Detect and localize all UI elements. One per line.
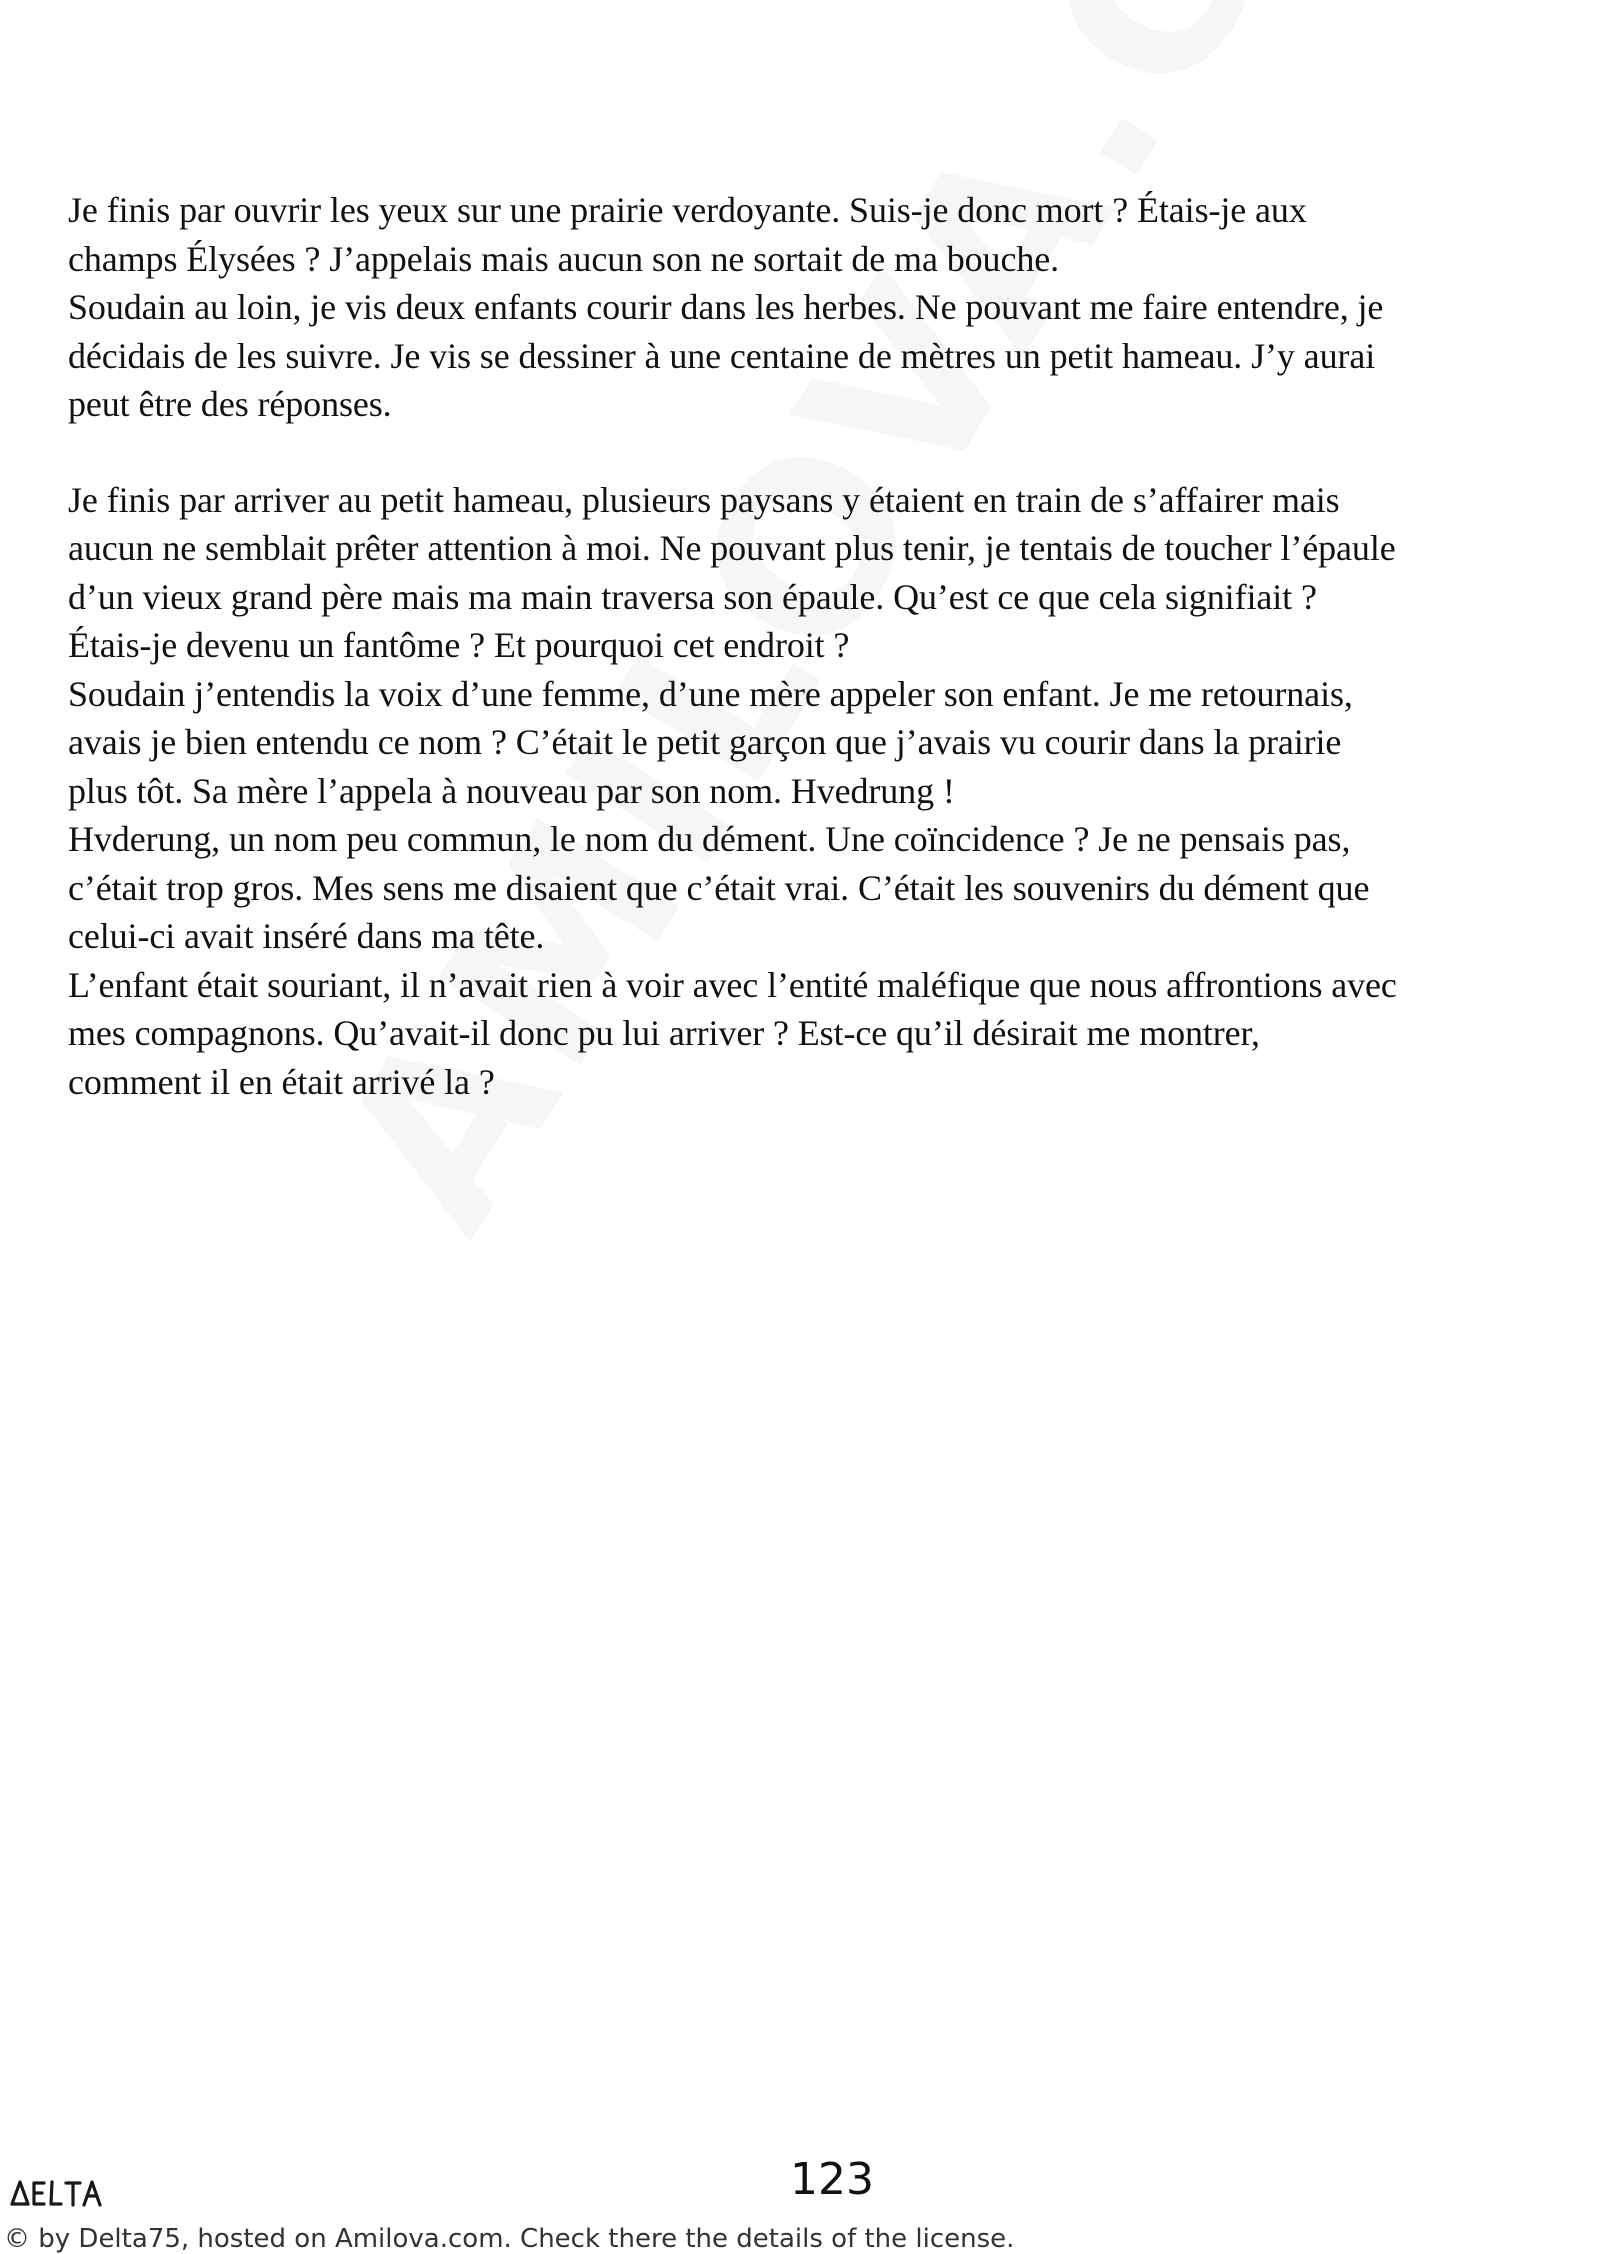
text-line: peut être des réponses.	[68, 384, 392, 424]
text-line: Soudain au loin, je vis deux enfants courir dans les herbes. Ne pouvant me faire entendre, je	[68, 287, 1384, 327]
text-line: Je finis par arriver au petit hameau, plusieurs paysans y étaient en train de s’affairer mais	[68, 479, 1340, 520]
text-line: décidais de les suivre. Je vis se dessiner à une centaine de mètres un petit hameau. J’y aurai	[68, 335, 1376, 376]
text-line: L’enfant était souriant, il n’avait rien à voir avec l’entité maléfique que nous affrontions avec	[68, 964, 1397, 1005]
text-line: avais je bien entendu ce nom ? C’était le petit garçon que j’avais vu courir dans la prairie	[68, 722, 1342, 762]
text-line: Hvderung, un nom peu commun, le nom du dément. Une coïncidence ? Je ne pensais pas,	[68, 819, 1351, 859]
paragraph-1	[68, 186, 1588, 429]
delta-logo	[8, 2174, 104, 2212]
text-line: c’était trop gros. Mes sens me disaient que c’était vrai. C’était les souvenirs du dément que	[68, 867, 1370, 908]
page-number: 123	[790, 2154, 874, 2205]
text-line: plus tôt. Sa mère l’appela à nouveau par son nom. Hvedrung !	[68, 770, 955, 811]
paragraph-2	[68, 476, 1588, 1107]
text-line: champs Élysées ? J’appelais mais aucun son ne sortait de ma bouche.	[68, 238, 1059, 279]
text-line: d’un vieux grand père mais ma main traversa son épaule. Qu’est ce que cela signifiait ?	[68, 576, 1317, 617]
text-line: celui-ci avait inséré dans ma tête.	[68, 916, 545, 956]
text-line: comment il en était arrivé la ?	[68, 1061, 495, 1102]
text-line: mes compagnons. Qu’avait-il donc pu lui arriver ? Est-ce qu’il désirait me montrer,	[68, 1013, 1260, 1053]
text-line: aucun ne semblait prêter attention à moi. Ne pouvant plus tenir, je tentais de toucher l’épaule	[68, 528, 1396, 568]
text-line: Je finis par ouvrir les yeux sur une prairie verdoyante. Suis-je donc mort ? Étais-je aux	[68, 190, 1307, 230]
copyright-notice: © by Delta75, hosted on Amilova.com. Check there the details of the license.	[4, 2224, 1015, 2254]
text-line: Étais-je devenu un fantôme ? Et pourquoi cet endroit ?	[68, 625, 850, 665]
body-text	[68, 186, 1588, 1106]
text-line: Soudain j’entendis la voix d’une femme, d’une mère appeler son enfant. Je me retournais,	[68, 673, 1353, 714]
paragraph-gap	[68, 429, 1588, 476]
